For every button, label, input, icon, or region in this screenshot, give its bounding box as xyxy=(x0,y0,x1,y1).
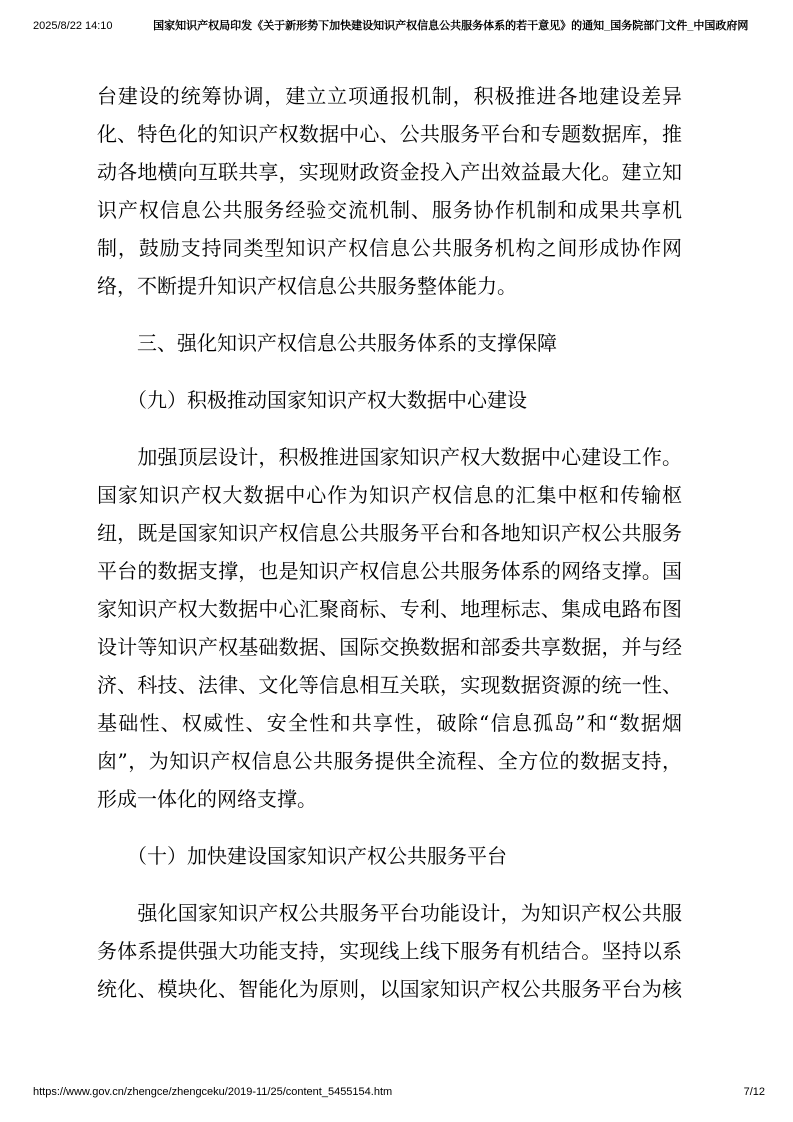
section-heading xyxy=(97,324,682,362)
text-line: 识产权信息公共服务经验交流机制、服务协作机制和成果共享机 xyxy=(97,198,682,222)
print-timestamp: 2025/8/22 14:10 xyxy=(33,20,113,32)
text-line: 家知识产权大数据中心汇聚商标、专利、地理标志、集成电路布图 xyxy=(97,597,682,621)
text-line: 强化国家知识产权公共服务平台功能设计，为知识产权公共服 xyxy=(97,901,682,925)
document-body xyxy=(97,77,682,1008)
print-footer xyxy=(33,1085,765,1099)
text-line: 设计等知识产权基础数据、国际交换数据和部委共享数据，并与经 xyxy=(97,635,682,659)
text-line: 囱”，为知识产权信息公共服务提供全流程、全方位的数据支持， xyxy=(97,749,682,773)
text-line: 形成一体化的网络支撑。 xyxy=(97,787,317,811)
text-line: 三、强化知识产权信息公共服务体系的支撑保障 xyxy=(97,331,557,355)
text-line: 国家知识产权大数据中心作为知识产权信息的汇集中枢和传输枢 xyxy=(97,483,682,507)
page-number: 7/12 xyxy=(743,1086,765,1098)
print-header xyxy=(33,19,763,33)
document-title: 国家知识产权局印发《关于新形势下加快建设知识产权信息公共服务体系的若干意见》的通知_国务院部门文件_中国政府网 xyxy=(153,20,749,32)
text-line: 济、科技、法律、文化等信息相互关联，实现数据资源的统一性、 xyxy=(97,673,682,697)
text-line: 动各地横向互联共享，实现财政资金投入产出效益最大化。建立知 xyxy=(97,160,682,184)
subsection-heading-nine xyxy=(97,381,682,419)
subsection-heading-ten xyxy=(97,837,682,875)
text-line: （九）积极推动国家知识产权大数据中心建设 xyxy=(97,388,527,412)
body-paragraph-partial xyxy=(97,894,682,1008)
text-line: 加强顶层设计，积极推进国家知识产权大数据中心建设工作。 xyxy=(97,445,682,469)
text-line: 台建设的统筹协调，建立立项通报机制，积极推进各地建设差异 xyxy=(97,84,682,108)
text-line: 基础性、权威性、安全性和共享性，破除“信息孤岛”和“数据烟 xyxy=(97,711,682,735)
text-line: （十）加快建设国家知识产权公共服务平台 xyxy=(97,844,507,868)
text-line: 务体系提供强大功能支持，实现线上线下服务有机结合。坚持以系 xyxy=(97,939,682,963)
text-line: 平台的数据支撑，也是知识产权信息公共服务体系的网络支撑。国 xyxy=(97,559,682,583)
paragraph-continuation xyxy=(97,77,682,305)
text-line: 制，鼓励支持同类型知识产权信息公共服务机构之间形成协作网 xyxy=(97,236,682,260)
text-line: 统化、模块化、智能化为原则，以国家知识产权公共服务平台为核 xyxy=(97,977,682,1001)
text-line: 纽，既是国家知识产权信息公共服务平台和各地知识产权公共服务 xyxy=(97,521,682,545)
source-url: https://www.gov.cn/zhengce/zhengceku/2019-11/25/content_5455154.htm xyxy=(33,1086,393,1098)
text-line: 化、特色化的知识产权数据中心、公共服务平台和专题数据库，推 xyxy=(97,122,682,146)
body-paragraph xyxy=(97,438,682,818)
text-line: 络，不断提升知识产权信息公共服务整体能力。 xyxy=(97,274,517,298)
